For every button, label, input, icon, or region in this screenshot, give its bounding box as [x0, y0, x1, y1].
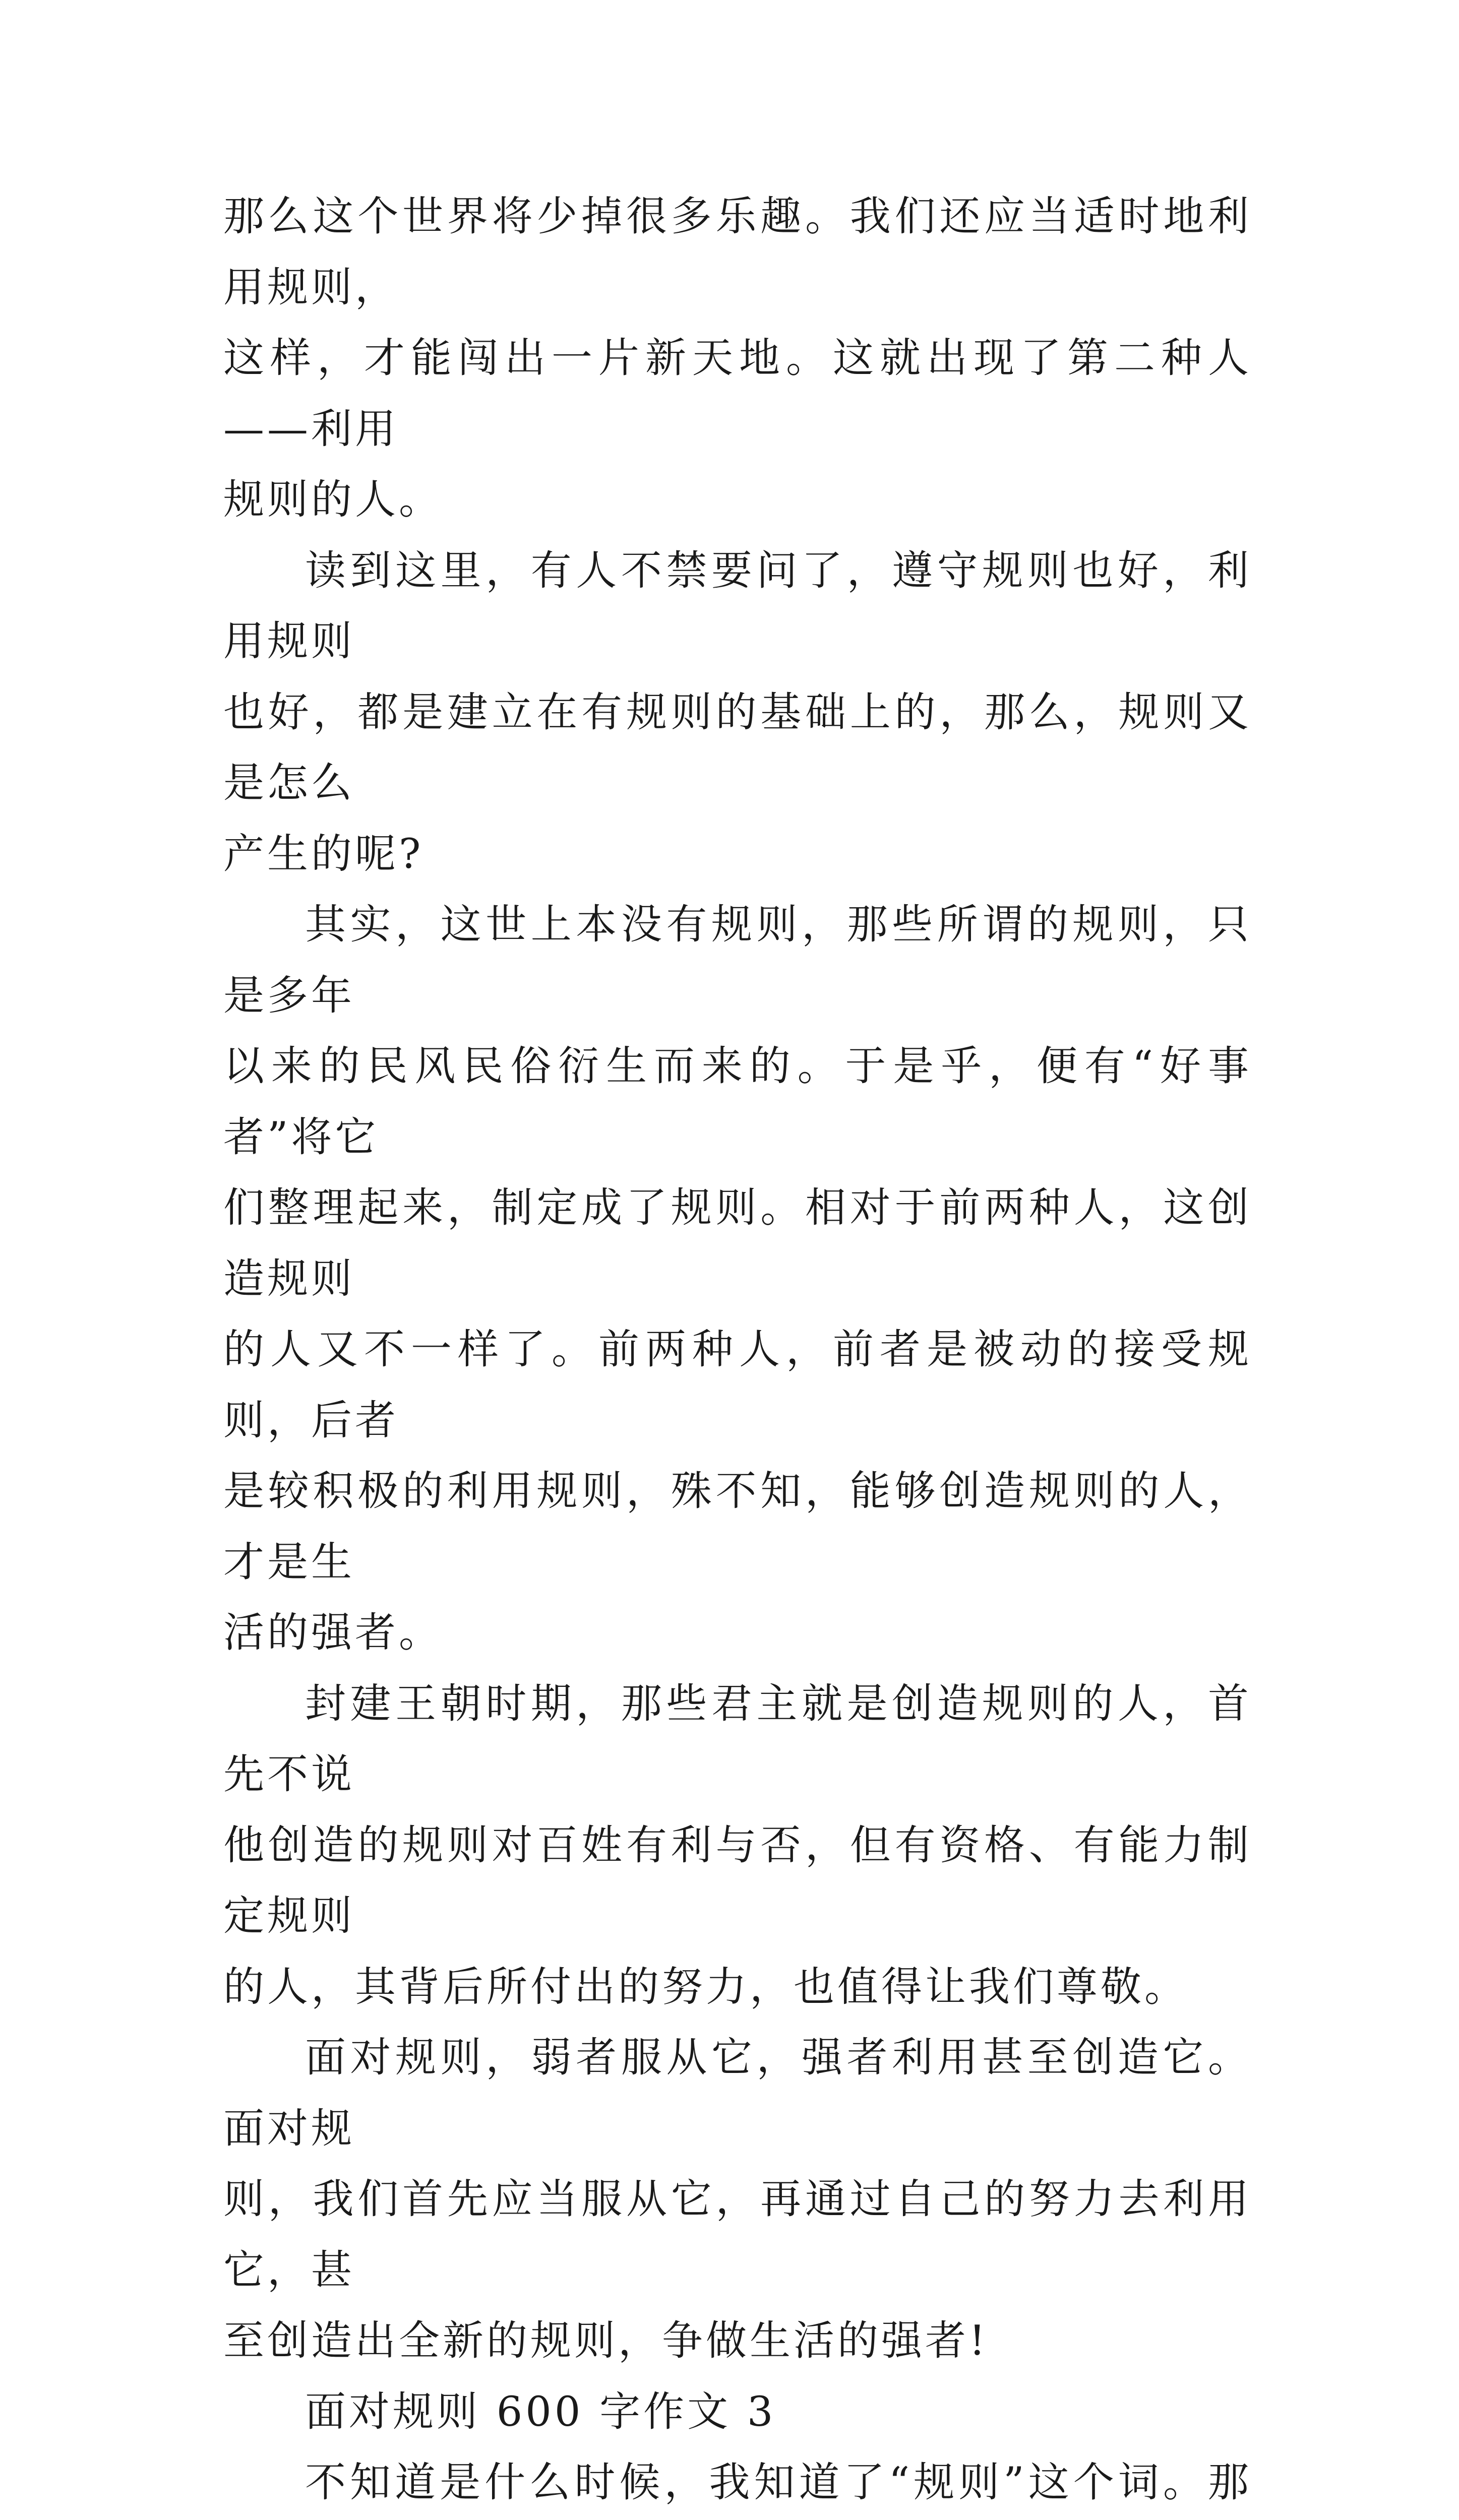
paragraph-5: 面对规则，弱者服从它，强者利用甚至创造它。面对规 则，我们首先应当服从它，再通过自己的努力去利用它，甚 至创造出全新的规则，争做生活的强者!	[223, 2034, 1252, 2365]
paragraph-1: 那么这个世界将少掉很多乐趣。我们还应当适时地利用规则， 这样，才能闯出一片新天地。这就出现了第二种人——利用 规则的人。	[223, 193, 1252, 524]
document-body	[223, 181, 1252, 2520]
paragraph-4: 封建王朝时期，那些君主就是创造规则的人，首先不说 他创造的规则对百姓有利与否，但有资格、有能力制定规则 的人，其背后所付出的努力，也值得让我们尊敬。	[223, 1680, 1252, 2011]
paragraph-3: 其实，这世上本没有规则，那些所谓的规则，只是多年 以来的民风民俗衍生而来的。于是乎，便有“好事者”将它 们整理起来，制定成了规则。相对于前两种人，这创造规则 的人又不一样了。前两种人，前者是被动的接受规则，后者 是较积极的利用规则，殊不知，能够创造规则的人，才是生 活的强者。	[223, 901, 1252, 1657]
paragraph-2: 读到这里，有人不禁要问了，遵守规则也好，利用规则 也好，都是建立在有规则的基础上的，那么，规则又是怎么 产生的呢?	[223, 547, 1252, 878]
paragraph-7: 不知道是什么时候，我知道了“规则”这个词。那	[305, 2459, 1252, 2506]
section-heading: 面对规则 600 字作文 3	[305, 2388, 776, 2436]
